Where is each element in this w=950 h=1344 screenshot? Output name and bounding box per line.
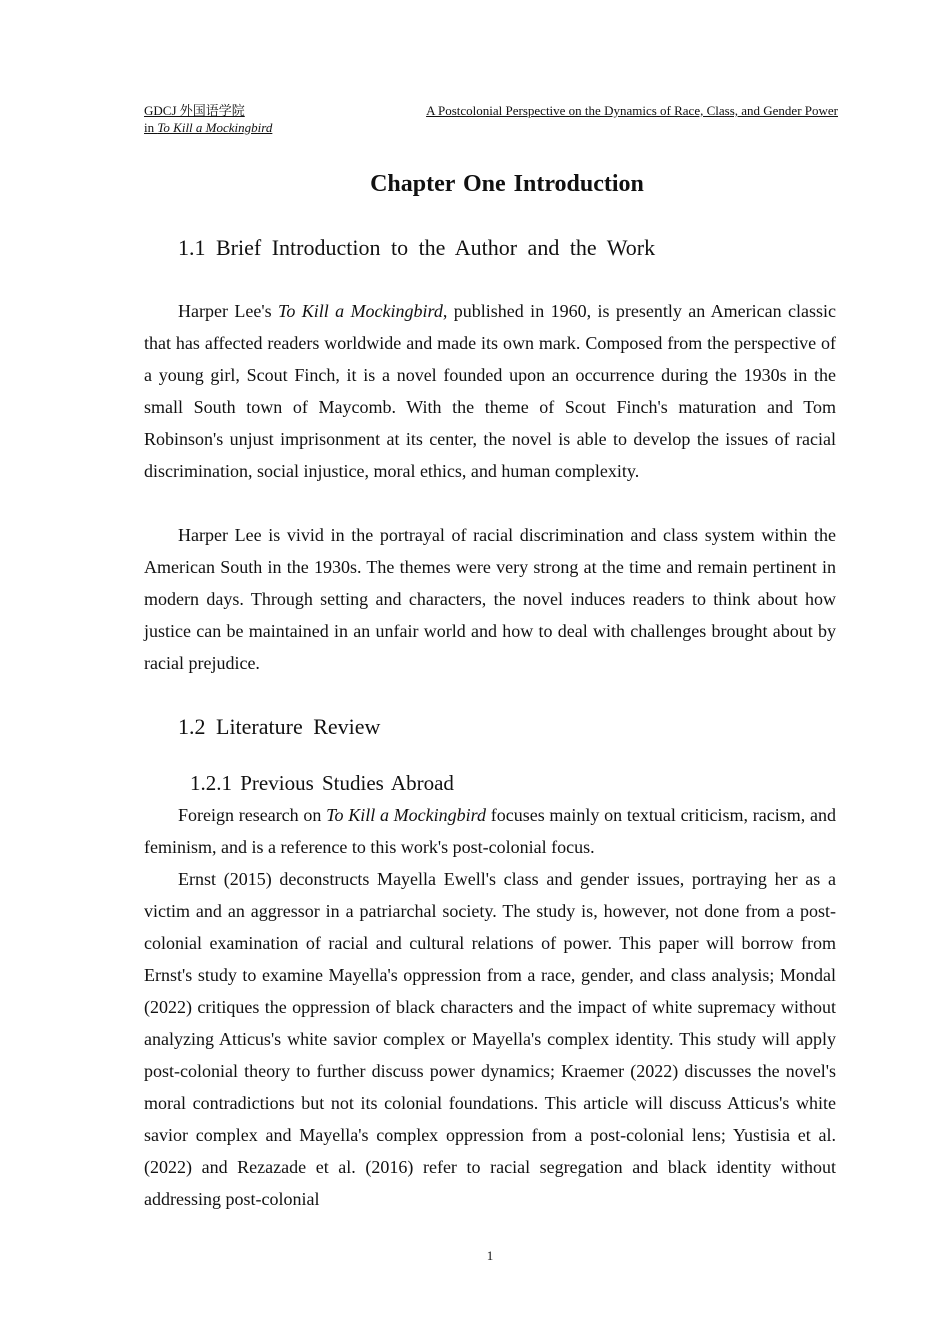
header-left: GDCJ 外国语学院 bbox=[144, 103, 245, 118]
section-heading-1-1: 1.1 Brief Introduction to the Author and the Work bbox=[178, 235, 656, 260]
header-line2-title: To Kill a Mockingbird bbox=[157, 120, 273, 135]
paragraph-1-1-1: Harper Lee's To Kill a Mockingbird, published in 1960, is presently an American classic that has affected readers worldwide and made its own mark. Composed from the perspective of a young girl, Scout Finch, it is a novel founded upon an occurrence during the 1930s in the small South town of Maycomb. With the theme of Scout Finch's maturation and Tom Robinson's unjust imprisonment at its center, the novel is able to develop the issues of racial discrimination, social injustice, moral ethics, and human complexity. bbox=[144, 301, 837, 481]
section-heading-1-2: 1.2 Literature Review bbox=[178, 714, 381, 739]
header-right: A Postcolonial Perspective on the Dynamics of Race, Class, and Gender Power bbox=[426, 103, 838, 118]
book-title: To Kill a Mockingbird bbox=[326, 805, 486, 825]
page-number: 1 bbox=[486, 1248, 494, 1263]
header-line2-prefix: in bbox=[144, 120, 158, 135]
chapter-title: Chapter One Introduction bbox=[370, 171, 644, 197]
paragraph-1-2-1-2: Ernst (2015) deconstructs Mayella Ewell's class and gender issues, portraying her as a victim and an aggressor in a patriarchal society. The study is, however, not done from a post-colonial examination of racial and cultural relations of power. This paper will borrow from Ernst's study to examine Mayella's oppression from a race, gender, and class analysis; Mondal (2022) critiques the oppression of black characters and the impact of white supremacy without analyzing Atticus's white savior complex or Mayella's complex identity. This study will apply post-colonial theory to further discuss power dynamics; Kraemer (2022) discusses the novel's moral contradictions but not its colonial foundations. This article will discuss Atticus's white savior complex and Mayella's complex oppression from a post-colonial lens; Yustisia et al. (2022) and Rezazade et al. (2016) refer to racial segregation and black identity without addressing post-colonial bbox=[144, 869, 836, 1209]
running-header bbox=[144, 102, 838, 136]
paragraph-1-2-1-1: Foreign research on To Kill a Mockingbird focuses mainly on textual criticism, racism, and feminism, and is a reference to this work's post-colonial focus. bbox=[144, 805, 836, 857]
book-title: To Kill a Mockingbird bbox=[278, 301, 443, 321]
paragraph-1-1-2: Harper Lee is vivid in the portrayal of racial discrimination and class system within the American South in the 1930s. The themes were very strong at the time and remain pertinent in modern days. Through setting and characters, the novel induces readers to think about how justice can be maintained in an unfair world and how to deal with challenges brought about by racial prejudice. bbox=[144, 525, 836, 673]
subsection-heading-1-2-1: 1.2.1 Previous Studies Abroad bbox=[190, 771, 454, 795]
